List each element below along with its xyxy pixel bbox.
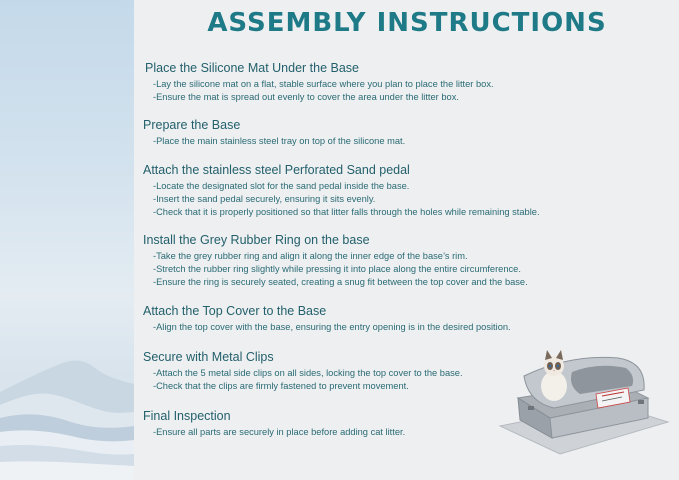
step-attach-sand-pedal <box>143 163 593 219</box>
step-title: Place the Silicone Mat Under the Base <box>145 61 360 75</box>
cat-litter-box-illustration <box>498 346 670 456</box>
step-instruction: -Insert the sand pedal securely, ensuring it sits evenly. <box>153 194 376 204</box>
step-title: Secure with Metal Clips <box>143 350 274 364</box>
litter-box-product-image <box>498 346 670 456</box>
step-instruction: -Align the top cover with the base, ensuring the entry opening is in the desired position. <box>153 322 511 332</box>
step-instruction: -Ensure the mat is spread out evenly to cover the area under the litter box. <box>153 92 459 102</box>
step-instruction: -Attach the 5 metal side clips on all sides, locking the top cover to the base. <box>153 368 463 378</box>
step-instruction: -Ensure the ring is securely seated, creating a snug fit between the top cover and the base. <box>153 277 528 287</box>
step-attach-top-cover <box>143 304 593 334</box>
step-title: Final Inspection <box>143 409 231 423</box>
step-prepare-base <box>143 118 593 148</box>
step-instruction: -Check that it is properly positioned so that litter falls through the holes while remaining stable. <box>153 207 540 217</box>
step-instruction: -Locate the designated slot for the sand pedal inside the base. <box>153 181 410 191</box>
step-install-rubber-ring <box>143 233 593 289</box>
step-instruction: -Place the main stainless steel tray on top of the silicone mat. <box>153 136 406 146</box>
step-instruction: -Lay the silicone mat on a flat, stable surface where you plan to place the litter box. <box>153 79 494 89</box>
step-title: Prepare the Base <box>143 118 241 132</box>
step-title: Attach the stainless steel Perforated Sand pedal <box>143 163 410 177</box>
step-instruction: -Take the grey rubber ring and align it along the inner edge of the base’s rim. <box>153 251 468 261</box>
page-title: ASSEMBLY INSTRUCTIONS <box>207 8 607 38</box>
step-instruction: -Stretch the rubber ring slightly while pressing it into place along the entire circumference. <box>153 264 521 274</box>
step-place-silicone-mat <box>143 61 593 104</box>
step-instruction: -Check that the clips are firmly fastened to prevent movement. <box>153 381 409 391</box>
step-title: Install the Grey Rubber Ring on the base <box>143 233 370 247</box>
step-instruction: -Ensure all parts are securely in place before adding cat litter. <box>153 427 406 437</box>
decorative-mountain-panel <box>0 0 134 480</box>
mountain-landscape-illustration <box>0 0 134 480</box>
step-title: Attach the Top Cover to the Base <box>143 304 327 318</box>
